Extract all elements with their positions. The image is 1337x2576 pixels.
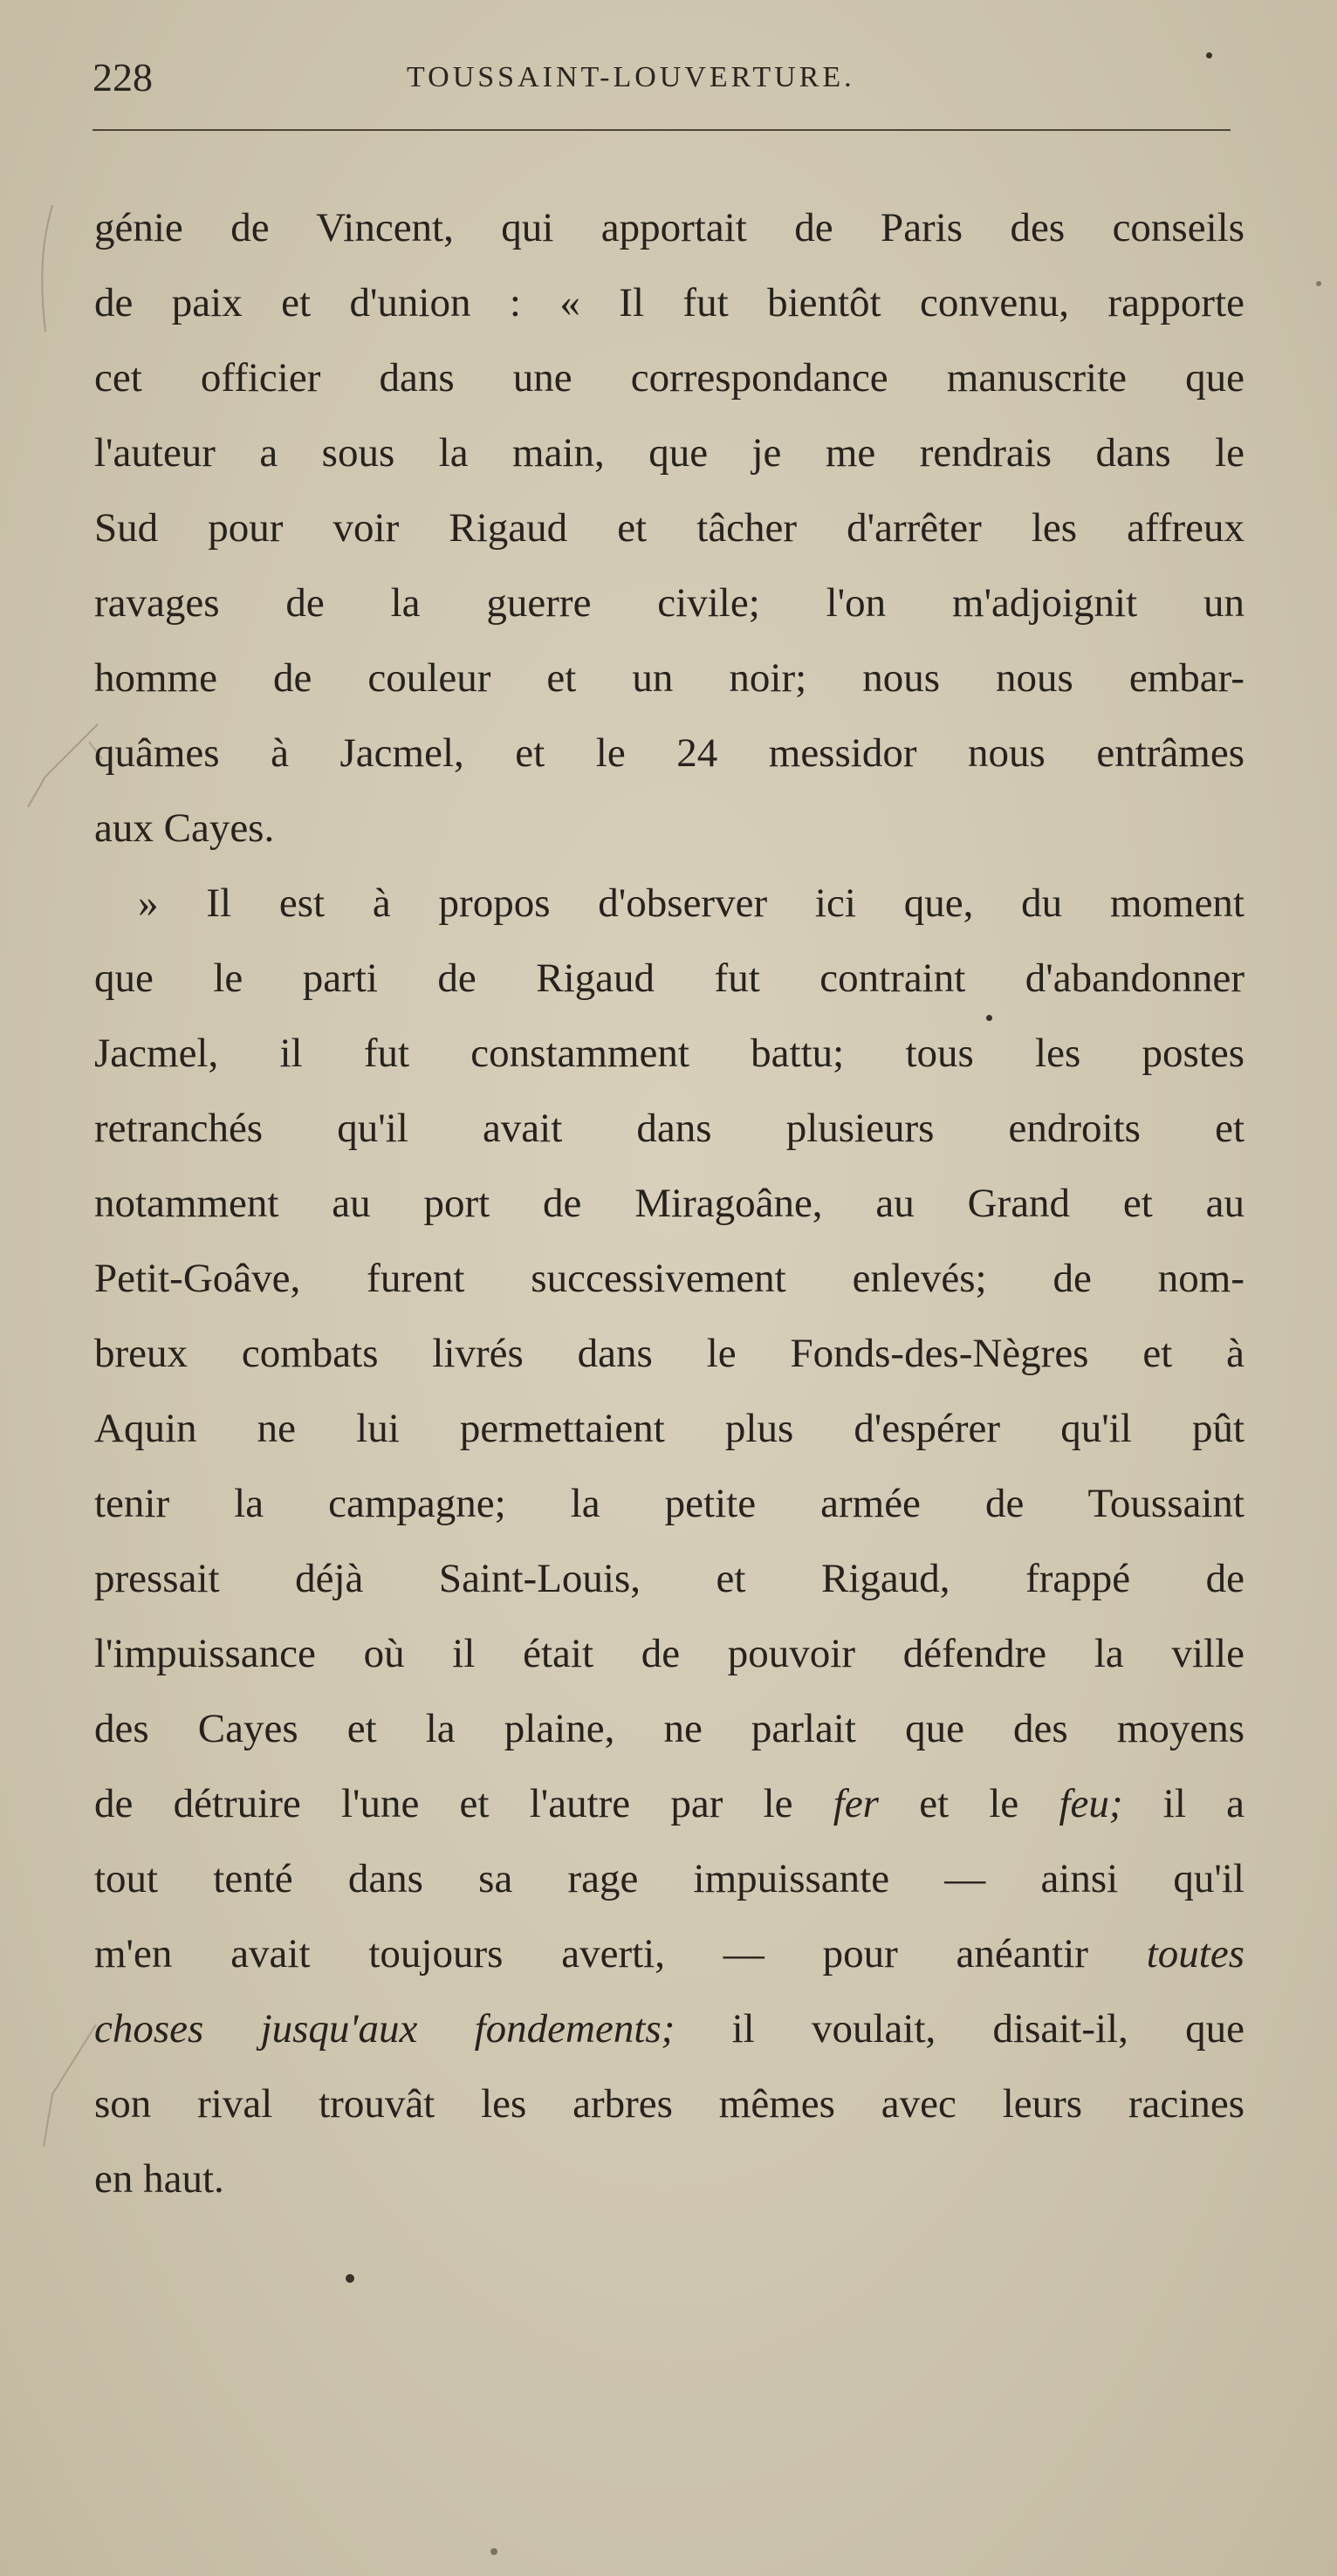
text-line: en haut.	[94, 2156, 224, 2202]
text-line: retranchés qu'il avait dans plusieurs endroits et	[94, 1106, 1244, 1151]
ink-speck	[1316, 281, 1321, 286]
italic-toutes: toutes	[1146, 1931, 1244, 1977]
text-line: son rival trouvât les arbres mêmes avec leurs racines	[94, 2081, 1244, 2127]
ink-speck	[346, 2274, 354, 2283]
text-line: de paix et d'union : « Il fut bientôt convenu, rapporte	[94, 280, 1244, 325]
text-run: de détruire l'une et l'autre par le	[94, 1781, 833, 1826]
text-line: quâmes à Jacmel, et le 24 messidor nous entrâmes	[94, 730, 1244, 776]
text-run: il a	[1122, 1781, 1245, 1826]
text-line: » Il est à propos d'observer ici que, du moment	[138, 880, 1244, 926]
text-line: que le parti de Rigaud fut contraint d'abandonner	[94, 956, 1244, 1001]
ink-speck	[1206, 52, 1212, 58]
header-rule	[93, 129, 1231, 131]
text-line: génie de Vincent, qui apportait de Paris des conseils	[94, 205, 1244, 250]
text-line: l'auteur a sous la main, que je me rendrais dans le	[94, 430, 1244, 476]
text-line: pressait déjà Saint-Louis, et Rigaud, frappé de	[94, 1556, 1244, 1601]
italic-fer: fer	[833, 1781, 879, 1826]
body-text	[94, 190, 1244, 2216]
text-line: tout tenté dans sa rage impuissante — ainsi qu'il	[94, 1856, 1244, 1901]
text-line: breux combats livrés dans le Fonds-des-Nègres et à	[94, 1331, 1244, 1376]
text-line: des Cayes et la plaine, ne parlait que des moyens	[94, 1706, 1244, 1751]
text-line: notamment au port de Miragoâne, au Grand et au	[94, 1181, 1244, 1226]
text-line: l'impuissance où il était de pouvoir défendre la ville	[94, 1631, 1244, 1676]
text-line: Petit-Goâve, furent successivement enlevés; de nom-	[94, 1256, 1244, 1301]
page-number: 228	[93, 55, 153, 99]
text-run: il voulait, disait-il, que	[675, 2006, 1244, 2052]
text-line: Jacmel, il fut constamment battu; tous les postes	[94, 1031, 1244, 1076]
italic-feu: feu;	[1059, 1781, 1123, 1826]
pencil-mark-icon	[26, 201, 61, 340]
text-line-toutes	[94, 1916, 1244, 1991]
running-head	[93, 54, 1244, 106]
running-title: TOUSSAINT-LOUVERTURE.	[407, 61, 855, 93]
pencil-mark-icon	[19, 716, 106, 812]
ink-speck	[490, 2548, 497, 2555]
text-line: cet officier dans une correspondance manuscrite que	[94, 355, 1244, 401]
text-run: m'en avait toujours averti, — pour anéantir	[94, 1931, 1147, 1977]
text-line: homme de couleur et un noir; nous nous embar-	[94, 655, 1244, 701]
text-line: aux Cayes.	[94, 805, 275, 851]
text-line: Sud pour voir Rigaud et tâcher d'arrêter les affreux	[94, 505, 1244, 551]
text-run: et le	[878, 1781, 1059, 1826]
text-line: Aquin ne lui permettaient plus d'espérer qu'il pût	[94, 1406, 1244, 1451]
text-line-choses	[94, 1991, 1244, 2066]
text-line: tenir la campagne; la petite armée de Toussaint	[94, 1481, 1244, 1526]
paragraph-1	[94, 190, 1244, 866]
paragraph-2	[94, 866, 1244, 2216]
text-line: ravages de la guerre civile; l'on m'adjoignit un	[94, 580, 1244, 626]
text-line-fer	[94, 1766, 1244, 1841]
italic-choses: choses jusqu'aux fondements;	[94, 2006, 675, 2052]
